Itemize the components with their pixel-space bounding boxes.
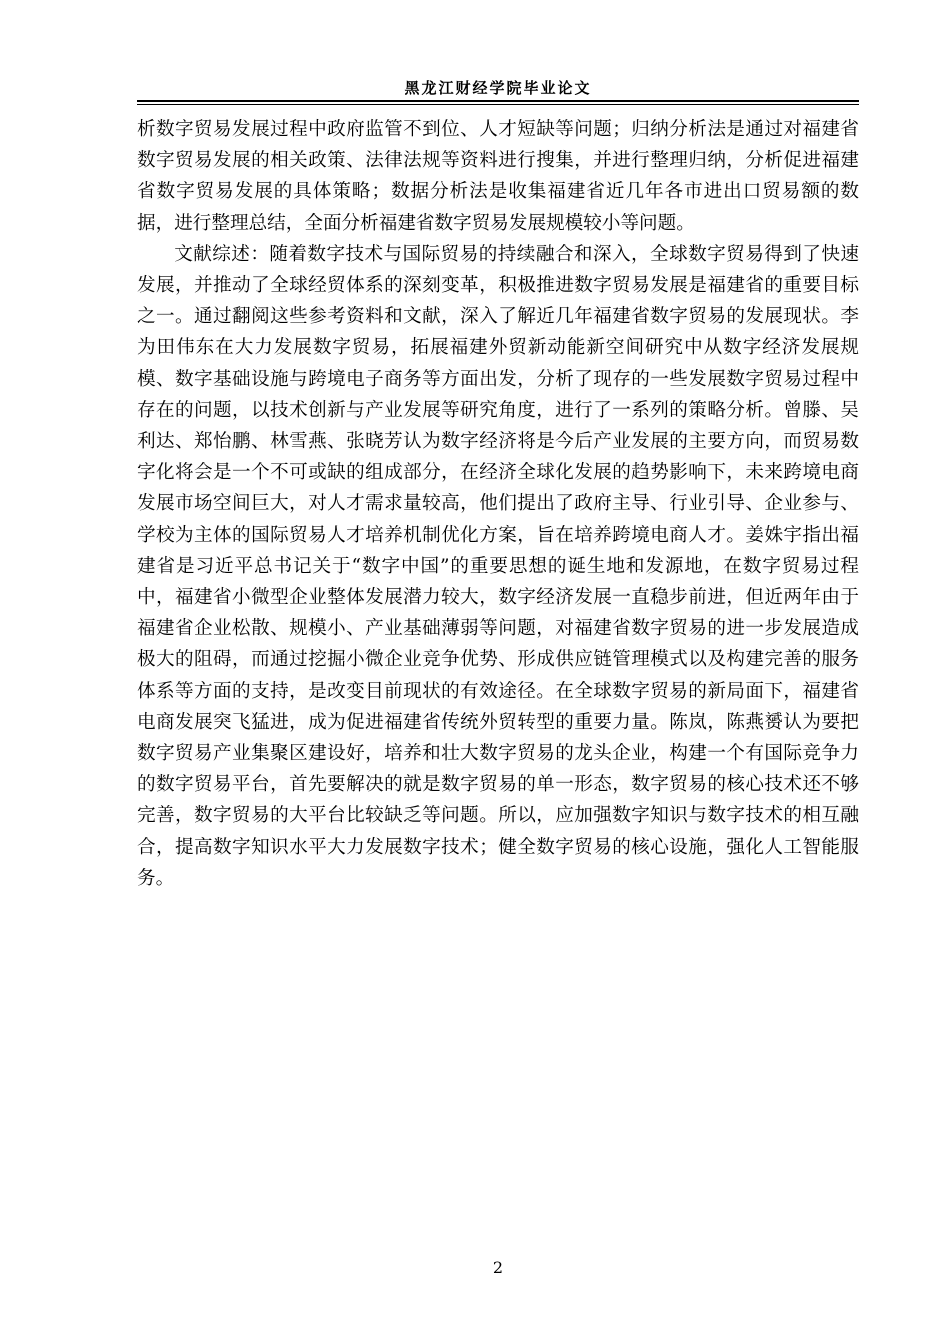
header-divider-thick xyxy=(137,100,859,102)
paragraph-literature-review: 文献综述：随着数字技术与国际贸易的持续融合和深入，全球数字贸易得到了快速发展，并推动了全球经贸体系的深刻变革，积极推进数字贸易发展是福建省的重要目标之一。通过翻阅这些参考资料和文献，深入了解近几年福建省数字贸易的发展现状。李为田伟东在大力发展数字贸易，拓展福建外贸新动能新空间研究中从数字经济发展规模、数字基础设施与跨境电子商务等方面出发，分析了现存的一些发展数字贸易过程中存在的问题，以技术创新与产业发展等研究角度，进行了一系列的策略分析。曾滕、吴利达、郑怡鹏、林雪燕、张晓芳认为数字经济将是今后产业发展的主要方向，而贸易数字化将会是一个不可或缺的组成部分，在经济全球化发展的趋势影响下，未来跨境电商发展市场空间巨大，对人才需求量较高，他们提出了政府主导、行业引导、企业参与、学校为主体的国际贸易人才培养机制优化方案，旨在培养跨境电商人才。姜姝宇指出福建省是习近平总书记关于“数字中国”的重要思想的诞生地和发源地，在数字贸易过程中，福建省小微型企业整体发展潜力较大，数字经济发展一直稳步前进，但近两年由于福建省企业松散、规模小、产业基础薄弱等问题，对福建省数字贸易的进一步发展造成极大的阻碍，而通过挖掘小微企业竞争优势、形成供应链管理模式以及构建完善的服务体系等方面的支持，是改变目前现状的有效途径。在全球数字贸易的新局面下，福建省电商发展突飞猛进，成为促进福建省传统外贸转型的重要力量。陈岚，陈燕赟认为要把数字贸易产业集聚区建设好，培养和壮大数字贸易的龙头企业，构建一个有国际竞争力的数字贸易平台，首先要解决的就是数字贸易的单一形态，数字贸易的核心技术还不够完善，数字贸易的大平台比较缺乏等问题。所以，应加强数字知识与数字技术的相互融合，提高数字知识水平大力发展数字技术；健全数字贸易的核心设施，强化人工智能服务。 xyxy=(137,243,859,889)
page-header-title: 黑龙江财经学院毕业论文 xyxy=(404,79,592,97)
header-divider-thin xyxy=(137,104,859,105)
body-text xyxy=(137,114,859,894)
page-number: 2 xyxy=(492,1258,504,1277)
paragraph-continuation: 析数字贸易发展过程中政府监管不到位、人才短缺等问题；归纳分析法是通过对福建省数字贸易发展的相关政策、法律法规等资料进行搜集，并进行整理归纳，分析促进福建省数字贸易发展的具体策略；数据分析法是收集福建省近几年各市进出口贸易额的数据，进行整理总结，全面分析福建省数字贸易发展规模较小等问题。 xyxy=(137,119,859,234)
